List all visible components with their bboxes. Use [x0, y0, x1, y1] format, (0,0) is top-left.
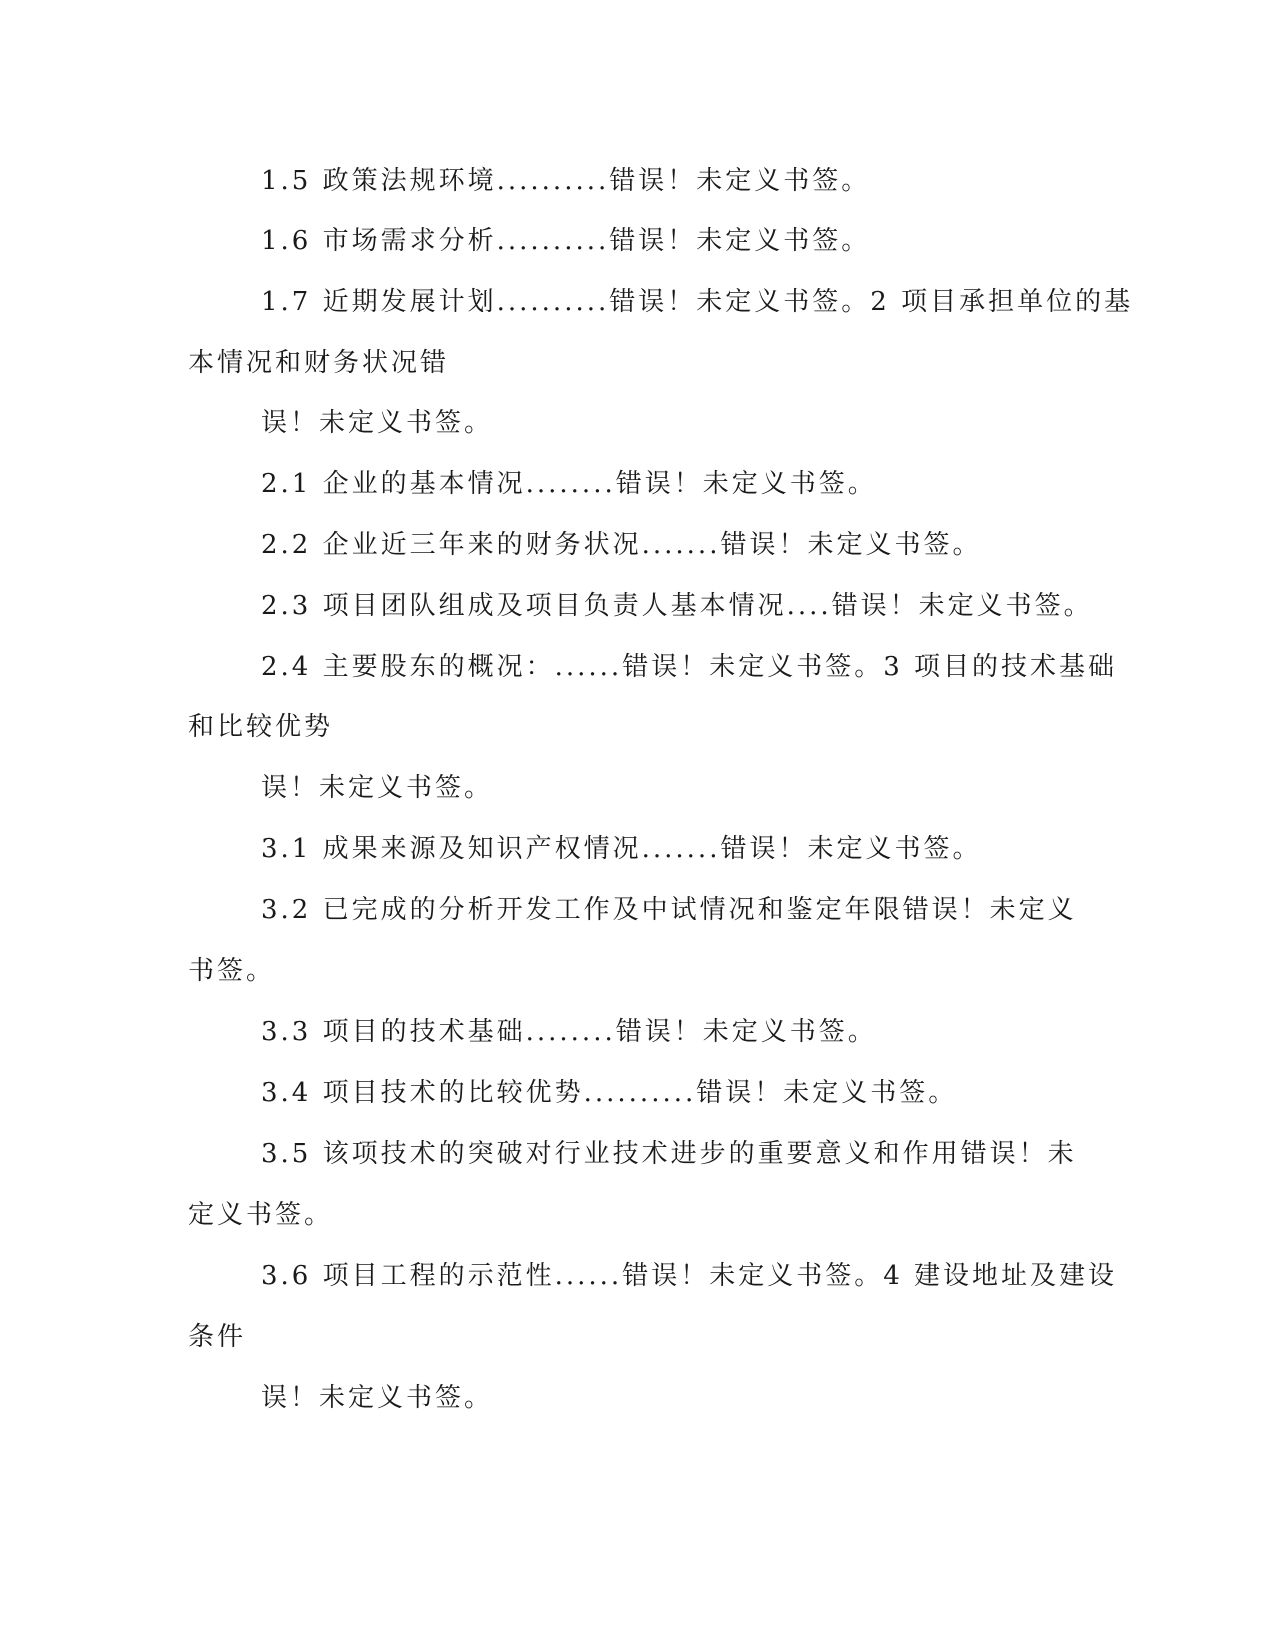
toc-line: 2.2 企业近三年来的财务状况.......错误！未定义书签。 [261, 530, 982, 560]
toc-line: 和比较优势 [188, 712, 334, 742]
toc-line: 3.5 该项技术的突破对行业技术进步的重要意义和作用错误！未 [261, 1139, 1077, 1169]
toc-line: 2.4 主要股东的概况：......错误！未定义书签。3 项目的技术基础 [261, 652, 1118, 682]
toc-line: 1.7 近期发展计划..........错误！未定义书签。2 项目承担单位的基 [261, 287, 1134, 317]
toc-line: 条件 [188, 1322, 247, 1352]
toc-line: 1.6 市场需求分析..........错误！未定义书签。 [261, 226, 871, 256]
toc-line: 定义书签。 [188, 1200, 334, 1230]
toc-line: 书签。 [188, 956, 276, 986]
toc-line: 3.6 项目工程的示范性......错误！未定义书签。4 建设地址及建设 [261, 1261, 1118, 1291]
toc-line: 3.1 成果来源及知识产权情况.......错误！未定义书签。 [261, 834, 982, 864]
toc-line: 2.3 项目团队组成及项目负责人基本情况....错误！未定义书签。 [261, 591, 1093, 621]
toc-line: 误！未定义书签。 [261, 408, 494, 438]
toc-line: 2.1 企业的基本情况........错误！未定义书签。 [261, 469, 877, 499]
toc-line: 本情况和财务状况错 [188, 348, 450, 378]
toc-line: 3.3 项目的技术基础........错误！未定义书签。 [261, 1017, 877, 1047]
toc-line: 误！未定义书签。 [261, 773, 494, 803]
toc-line: 误！未定义书签。 [261, 1383, 494, 1413]
toc-line: 3.4 项目技术的比较优势..........错误！未定义书签。 [261, 1078, 958, 1108]
toc-line: 1.5 政策法规环境..........错误！未定义书签。 [261, 166, 871, 196]
toc-line: 3.2 已完成的分析开发工作及中试情况和鉴定年限错误！未定义 [261, 895, 1077, 925]
